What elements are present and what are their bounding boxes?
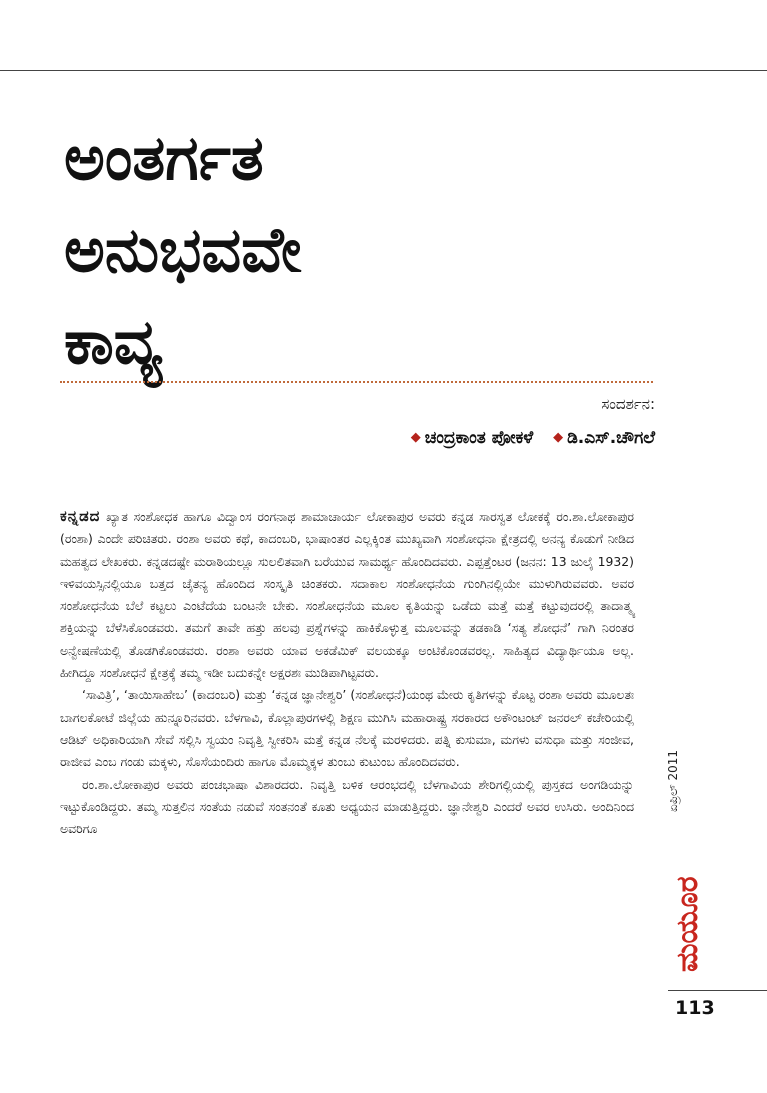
author-1 [411, 428, 533, 448]
top-rule [0, 70, 767, 71]
title-line-3: ಕಾವ್ಯ [64, 305, 163, 378]
article-body [60, 505, 634, 840]
page-number: 113 [675, 997, 715, 1019]
article-title [64, 112, 584, 388]
paragraph-1 [60, 505, 634, 684]
magazine-logo: ಮಯೂರ [670, 876, 705, 972]
lead-word: ಕನ್ನಡದ [60, 507, 101, 525]
paragraph-2: ‘ಸಾವಿತ್ರಿ’, ‘ತಾಯಿಸಾಹೇಬ’ (ಕಾದಂಬರಿ) ಮತ್ತು ‘ಕನ್ನಡ ಜ್ಞಾನೇಶ್ವರಿ’ (ಸಂಶೋಧನೆ)ಯಂಥ ಮೇರು ಕೃತಿಗಳನ್ನು ಕೊಟ್ಟ ರಂಶಾ ಅವರು ಮೂಲತಃ ಬಾಗಲಕೋಟೆ ಜಿಲ್ಲೆಯ ಹುನ್ನೂರಿನವರು. ಬೆಳಗಾವಿ, ಕೊಲ್ಲಾಪುರಗಳಲ್ಲಿ ಶಿಕ್ಷಣ ಮುಗಿಸಿ ಮಹಾರಾಷ್ಟ್ರ ಸರಕಾರದ ಅಕೌಂಟಂಟ್ ಜನರಲ್ ಕಚೇರಿಯಲ್ಲಿ ಆಡಿಟ್ ಅಧಿಕಾರಿಯಾಗಿ ಸೇವೆ ಸಲ್ಲಿಸಿ ಸ್ವಯಂ ನಿವೃತ್ತಿ ಸ್ವೀಕರಿಸಿ ಮತ್ತೆ ಕನ್ನಡ ನೆಲಕ್ಕೆ ಮರಳಿದರು. ಪತ್ನಿ ಕುಸುಮಾ, ಮಗಳು ವಸುಧಾ ಮತ್ತು ಸಂಜೀವ, ರಾಜೀವ ಎಂಬ ಗಂಡು ಮಕ್ಕಳು, ಸೊಸೆಯಂದಿರು ಹಾಗೂ ಮೊಮ್ಮಕ್ಕಳ ತುಂಬು ಕುಟುಂಬ ಹೊಂದಿದವರು. [60, 687, 634, 770]
author-2-name: ಡಿ.ಎಸ್.ಚೌಗಲೆ [567, 428, 655, 448]
interview-label: ಸಂದರ್ಶನ: [601, 395, 655, 413]
paragraph-3: ರಂ.ಶಾ.ಲೋಕಾಪುರ ಅವರು ಪಂಚಭಾಷಾ ವಿಶಾರದರು. ನಿವೃತ್ತಿ ಬಳಿಕ ಆರಂಭದಲ್ಲಿ ಬೆಳಗಾವಿಯ ಶೇರಿಗಲ್ಲಿಯಲ್ಲಿ ಪುಸ್ತಕದ ಅಂಗಡಿಯನ್ನು ಇಟ್ಟುಕೊಂಡಿದ್ದರು. ತಮ್ಮ ಸುತ್ತಲಿನ ಸಂತೆಯ ನಡುವೆ ಸಂತನಂತೆ ಕೂತು ಅಧ್ಯಯನ ಮಾಡುತ್ತಿದ್ದರು. ಜ್ಞಾನೇಶ್ವರಿ ಎಂದರೆ ಅವರ ಉಸಿರು. ಅಂದಿನಿಂದ ಅವರಿಗೂ [60, 776, 634, 837]
diamond-bullet-icon: ◆ [553, 430, 564, 445]
issue-date: ಏಪ್ರಿಲ್ 2011 [666, 750, 680, 812]
author-byline [397, 428, 655, 448]
author-2 [553, 428, 655, 448]
paragraph-1-text: ಖ್ಯಾತ ಸಂಶೋಧಕ ಹಾಗೂ ವಿದ್ವಾಂಸ ರಂಗನಾಥ ಶಾಮಾಚಾರ್ಯ ಲೋಕಾಪುರ ಅವರು ಕನ್ನಡ ಸಾರಸ್ವತ ಲೋಕಕ್ಕೆ ರಂ.ಶಾ.ಲೋಕಾಪುರ (ರಂಶಾ) ಎಂದೇ ಪರಿಚಿತರು. ರಂಶಾ ಅವರು ಕಥೆ, ಕಾದಂಬರಿ, ಭಾಷಾಂತರ ಎಲ್ಲಕ್ಕಿಂತ ಮುಖ್ಯವಾಗಿ ಸಂಶೋಧನಾ ಕ್ಷೇತ್ರದಲ್ಲಿ ಅನನ್ಯ ಕೊಡುಗೆ ನೀಡಿದ ಮಹತ್ವದ ಲೇಖಕರು. ಕನ್ನಡದಷ್ಟೇ ಮರಾಠಿಯಲ್ಲೂ ಸುಲಲಿತವಾಗಿ ಬರೆಯುವ ಸಾಮರ್ಥ್ಯ ಹೊಂದಿದವರು. ಎಪ್ಪತ್ತೆಂಟರ (ಜನನ: 13 ಜುಲೈ 1932) ಇಳಿವಯಸ್ಸಿನಲ್ಲಿಯೂ ಬತ್ತದ ಚೈತನ್ಯ ಹೊಂದಿದ ಸಂಸ್ಕೃತಿ ಚಿಂತಕರು. ಸದಾಕಾಲ ಸಂಶೋಧನೆಯ ಗುಂಗಿನಲ್ಲಿಯೇ ಮುಳುಗಿರುವವರು. ಅವರ ಸಂಶೋಧನೆಯ ಬೆಲೆ ಕಟ್ಟಲು ಎಂಟೆದೆಯ ಬಂಟನೇ ಬೇಕು. ಸಂಶೋಧನೆಯ ಮೂಲ ಕೃತಿಯನ್ನು ಒಡೆದು ಮತ್ತೆ ಮತ್ತೆ ಕಟ್ಟುವುದರಲ್ಲಿ ತಾದಾತ್ಮ್ಯ ಶಕ್ತಿಯನ್ನು ಬೆಳೆಸಿಕೊಂಡವರು. ತಮಗೆ ತಾವೇ ಹತ್ತು ಹಲವು ಪ್ರಶ್ನೆಗಳನ್ನು ಹಾಕಿಕೊಳ್ಳುತ್ತ ಮೂಲವನ್ನು ತಡಕಾಡಿ ‘ಸತ್ಯ ಶೋಧನೆ’ ಗಾಗಿ ನಿರಂತರ ಅನ್ವೇಷಣೆಯಲ್ಲಿ ತೊಡಗಿಕೊಂಡವರು. ರಂಶಾ ಅವರು ಯಾವ ಅಕಡೆಮಿಕ್ ವಲಯಕ್ಕೂ ಅಂಟಿಕೊಂಡವರಲ್ಲ. ಸಾಹಿತ್ಯದ ವಿದ್ಯಾರ್ಥಿಯೂ ಅಲ್ಲ. ಹೀಗಿದ್ದೂ ಸಂಶೋಧನೆ ಕ್ಷೇತ್ರಕ್ಕೆ ತಮ್ಮ ಇಡೀ ಬದುಕನ್ನೇ ಅಕ್ಷರಶಃ ಮುಡಿಪಾಗಿಟ್ಟವರು. [60, 509, 634, 681]
title-line-1: ಅಂತರ್ಗತ [64, 121, 264, 194]
author-1-name: ಚಂದ್ರಕಾಂತ ಪೋಕಳೆ [424, 428, 534, 448]
footer-rule [668, 990, 767, 991]
title-line-2: ಅನುಭವವೇ [64, 213, 302, 286]
diamond-bullet-icon: ◆ [410, 430, 421, 445]
title-divider [60, 381, 653, 383]
